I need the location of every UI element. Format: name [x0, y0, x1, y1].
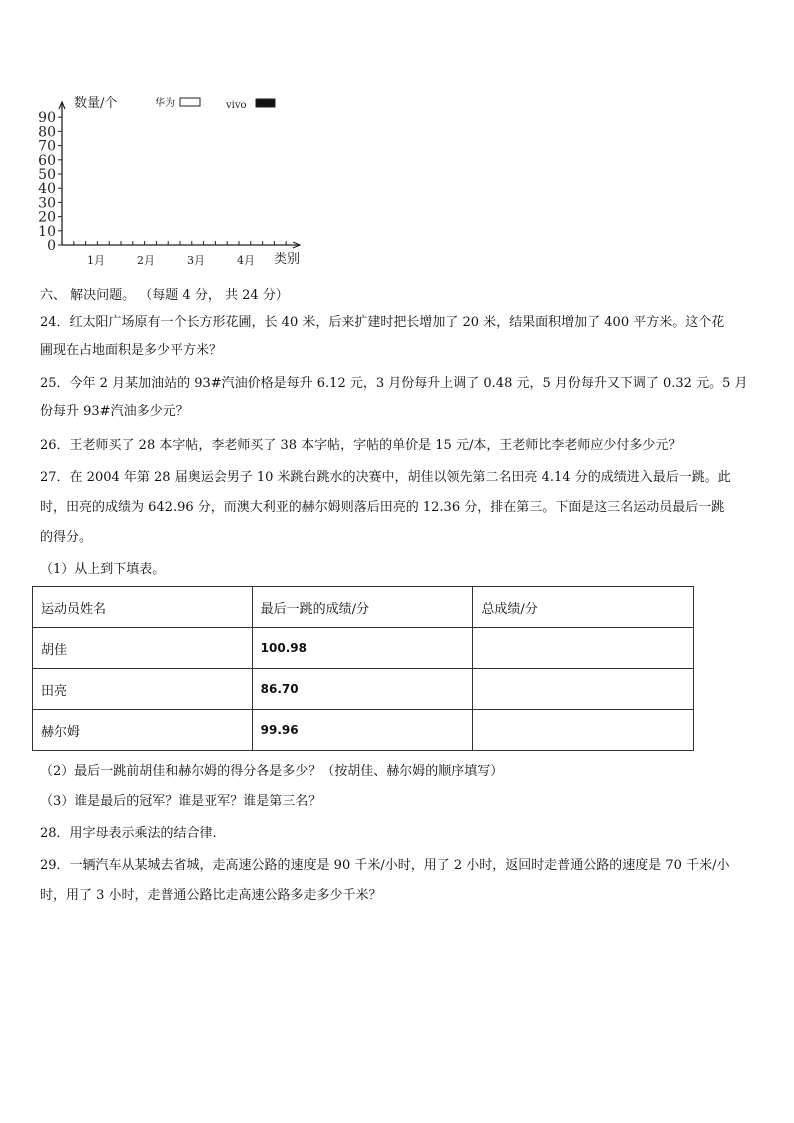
question-27-sub-3: （3）谁是最后的冠军？谁是亚军？谁是第三名？: [40, 794, 322, 809]
question-25-line-1: 25．今年 2 月某加油站的 93#汽油价格是每升 6.12 元，3 月份每升上调了 0.48 元，5 月份每升又下调了 0.32 元。5 月: [40, 376, 748, 391]
athlete-name: 胡佳: [33, 628, 253, 669]
y-tick-label: 90: [38, 110, 56, 127]
last-jump-score: 86.70: [252, 669, 473, 710]
athlete-name: 田亮: [33, 669, 253, 710]
question-25-line-2: 份每升 93#汽油多少元？: [40, 404, 189, 419]
y-tick-label: 40: [38, 181, 56, 198]
y-axis-title: 数量/个: [74, 96, 118, 111]
score-table: [32, 586, 694, 751]
question-24-line-1: 24．红太阳广场原有一个长方形花圃，长 40 米，后来扩建时把长增加了 20 米，结果面积增加了 400 平方米。这个花: [40, 315, 725, 330]
question-24-line-2: 圃现在占地面积是多少平方米？: [40, 343, 223, 358]
legend-swatch-vivo: [256, 99, 275, 107]
chart-canvas: [34, 90, 324, 270]
question-26-line-1: 26．王老师买了 28 本字帖，李老师买了 38 本字帖，字帖的单价是 15 元/本，王老师比李老师应少付多少元？: [40, 438, 682, 453]
legend-label-vivo: vivo: [226, 100, 247, 111]
y-tick-label: 10: [38, 223, 56, 240]
question-27-sub-1: （1）从上到下填表。: [40, 562, 166, 577]
y-tick-label: 60: [38, 152, 56, 169]
x-category-label: 1月: [87, 254, 105, 267]
y-tick-label: 20: [38, 209, 56, 226]
x-category-label: 3月: [187, 254, 205, 267]
question-27-sub-2: （2）最后一跳前胡佳和赫尔姆的得分各是多少？（按胡佳、赫尔姆的顺序填写）: [40, 764, 504, 779]
section-note: （每题 4 分， 共 24 分）: [139, 288, 289, 303]
section-header: [40, 286, 289, 306]
y-tick-label: 0: [47, 238, 56, 254]
y-tick-label: 80: [38, 124, 56, 141]
legend-label-huawei: 华为: [155, 98, 175, 109]
x-category-label: 2月: [137, 254, 155, 267]
table-row: [33, 628, 694, 669]
x-category-label: 4月: [237, 254, 255, 267]
question-28-line-1: 28．用字母表示乘法的结合律.: [40, 826, 217, 841]
x-axis-title: 类别: [274, 252, 301, 267]
header-total-score: 总成绩/分: [473, 587, 694, 628]
y-tick-label: 30: [38, 195, 56, 212]
legend-swatch-huawei: [180, 98, 200, 106]
question-29-line-1: 29．一辆汽车从某城去省城，走高速公路的速度是 90 千米/小时，用了 2 小时，返回时走普通公路的速度是 70 千米/小: [40, 858, 730, 873]
table-row: [33, 710, 694, 751]
table-row: [33, 669, 694, 710]
athlete-name: 赫尔姆: [33, 710, 253, 751]
y-tick-label: 50: [38, 167, 56, 183]
last-jump-score: 100.98: [252, 628, 473, 669]
question-27-line-1: 27．在 2004 年第 28 届奥运会男子 10 米跳台跳水的决赛中，胡佳以领先第二名田亮 4.14 分的成绩进入最后一跳。此: [40, 470, 731, 485]
table-header-row: [33, 587, 694, 628]
total-score-cell[interactable]: [473, 628, 694, 669]
y-tick-label: 70: [38, 138, 56, 155]
total-score-cell[interactable]: [473, 710, 694, 751]
question-27-line-3: 的得分。: [40, 530, 93, 545]
bar-chart: [34, 90, 324, 270]
section-title: 六、 解决问题。: [40, 288, 136, 303]
question-27-line-2: 时，田亮的成绩为 642.96 分，而澳大利亚的赫尔姆则落后田亮的 12.36 分，排在第三。下面是这三名运动员最后一跳: [40, 500, 725, 515]
question-29-line-2: 时，用了 3 小时，走普通公路比走高速公路多走多少千米？: [40, 888, 382, 903]
header-athlete-name: 运动员姓名: [33, 587, 253, 628]
total-score-cell[interactable]: [473, 669, 694, 710]
header-last-jump: 最后一跳的成绩/分: [252, 587, 473, 628]
last-jump-score: 99.96: [252, 710, 473, 751]
